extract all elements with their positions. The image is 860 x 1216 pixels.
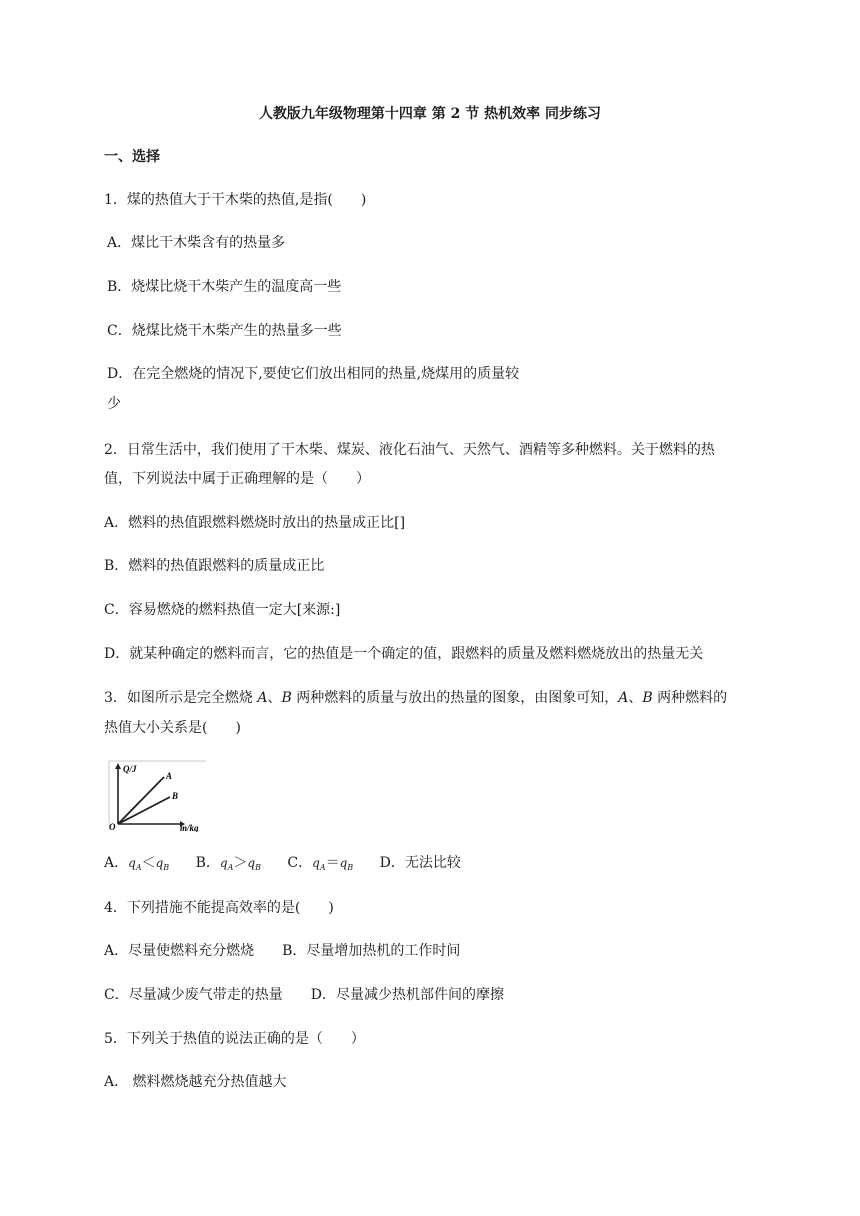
origin-label: O [109,822,116,832]
line-b-label: B [172,791,179,801]
subscript-a: A [135,863,142,872]
question-2-option-b: B．燃料的热值跟燃料的质量成正比 [104,558,325,574]
question-3-options [104,853,461,878]
fuel-b-label: B [281,690,292,706]
symbol-q: q [312,856,320,870]
question-2-option-a: A．燃料的热值跟燃料燃烧时放出的热量成正比[] [104,515,406,531]
document-title: 人教版九年级物理第十四章 第 2 节 热机效率 同步练习 [258,106,602,122]
line-b [118,797,170,824]
question-3-option-b [196,855,261,871]
question-5-option-a: A． 燃料燃烧越充分热值越大 [104,1074,287,1090]
section-heading: 一、选择 [104,149,160,165]
question-3-option-c [287,855,353,871]
operator: ＝ [325,855,340,871]
operator: ＞ [233,855,248,871]
question-3-stem-line-2: 热值大小关系是( ) [104,720,241,736]
operator: ＜ [141,855,156,871]
question-4-option-d: D．尽量减少热机部件间的摩擦 [310,987,504,1003]
question-1-option-a: A．煤比干木柴含有的热量多 [107,235,286,251]
question-1-option-d-continued: 少 [107,396,121,412]
option-prefix: B． [195,855,220,871]
question-4-option-b: B．尽量增加热机的工作时间 [282,943,461,959]
separator: 、 [628,690,643,706]
question-1-stem: 1．煤的热值大于干木柴的热值,是指( ) [104,192,367,208]
fuel-a-label: A [618,690,629,706]
question-4-options-row-1 [104,941,460,961]
question-2-stem-line-1: 2．日常生活中，我们使用了干木柴、煤炭、液化石油气、天然气、酒精等多种燃料。关于燃料的热 [104,442,715,458]
x-axis-label: m/kg [180,823,199,832]
fuel-b-label: B [642,690,653,706]
question-2-option-d: D．就某种确定的燃料而言，它的热值是一个确定的值，跟燃料的质量及燃料燃烧放出的热量无关 [104,646,704,662]
question-2-option-c: C．容易燃烧的燃料热值一定大[来源:] [104,602,341,618]
heat-mass-graph [108,760,208,832]
subscript-a: A [319,863,326,872]
question-1-option-b: B．烧煤比烧干木柴产生的温度高一些 [107,279,342,295]
question-4-options-row-2 [104,985,504,1005]
subscript-b: B [347,863,354,872]
symbol-q: q [128,856,136,870]
symbol-q: q [247,856,256,870]
stem-text: 两种燃料的 [652,690,728,706]
option-prefix: C． [287,855,313,871]
y-axis-arrow [115,763,121,769]
subscript-b: B [255,863,261,872]
symbol-q: q [219,856,228,870]
question-3-stem-line-1 [104,688,727,708]
separator: 、 [267,690,282,706]
symbol-q: q [339,856,348,870]
y-axis-label: Q/J [123,764,137,774]
fuel-a-label: A [257,690,268,706]
line-a [118,777,164,824]
question-4-option-c: C．尽量减少废气带走的热量 [104,987,283,1003]
line-a-label: A [166,771,173,781]
subscript-b: B [163,863,170,872]
subscript-a: A [227,863,234,872]
symbol-q: q [155,856,164,870]
question-3-option-d: D．无法比较 [379,855,461,871]
question-4-option-a: A．尽量使燃料充分燃烧 [104,943,255,959]
question-4-stem: 4．下列措施不能提高效率的是( ) [104,900,334,916]
stem-text: 3．如图所示是完全燃烧 [104,690,258,706]
question-5-stem: 5．下列关于热值的说法正确的是（ ） [104,1031,365,1047]
question-1-option-d: D．在完全燃烧的情况下,要使它们放出相同的热量,烧煤用的质量较 [107,366,520,382]
question-2-stem-line-2: 值，下列说法中属于正确理解的是（ ） [104,471,370,487]
question-1-option-c: C．烧煤比烧干木柴产生的热量多一些 [107,323,342,339]
stem-text: 两种燃料的质量与放出的热量的图象，由图象可知， [291,690,619,706]
question-3-option-a [104,855,169,871]
option-prefix: A． [104,855,129,871]
